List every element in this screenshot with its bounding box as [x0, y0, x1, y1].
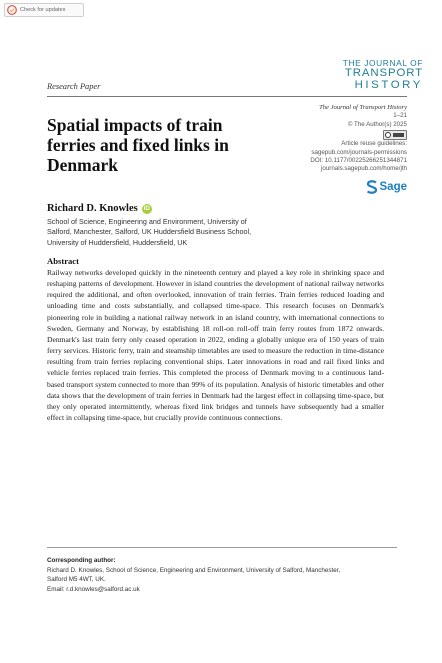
sage-logo-icon — [366, 180, 378, 194]
check-updates-label: Check for updates — [20, 7, 66, 13]
author-name: Richard D. Knowles — [47, 203, 138, 214]
journal-logo — [343, 59, 423, 91]
publisher-name: Sage — [379, 181, 407, 193]
corresponding-label: Corresponding author: — [47, 557, 116, 564]
meta-journal-title: The Journal of Transport History — [319, 104, 407, 111]
cc-license-icon[interactable] — [310, 129, 407, 140]
orcid-icon[interactable]: iD — [143, 204, 150, 212]
abstract-text: Railway networks developed quickly in the nineteenth century and played a key role in shrinking space and reshaping patterns of development. However in island countries the development of national railway networks required the additional, and often overlooked, innovation of train ferries. Train ferries reduced loading and unloading time and costs substantially, and collapsed time-space. This research focuses on Denmark's pioneering role in building a national railway network in an island country, with international connections to Sweden, Germany and Norway, by establishing 18 roll-on roll-off train ferry routes from 1872 onwards. Denmark's last train ferry only ceased operation in 2022, ending a globally unique era of 150 years of train ferry services. Historic ferry, train and steamship timetables are used to measure the reduction in time-distance resulting from train ferries replacing conventional ships. Later innovations in road and rail fixed links and vehicle ferries replaced train ferries. This completed the process of Denmark moving to a continuous land-based transport system connected to more than 99% of its population. Analysis of historic timetables and other data shows that the development of train ferries in Denmark had the largest effect in collapsing time-space, but they only operated intermittently, whereas fixed link bridges and tunnels have subsequently had a smaller effect in collapsing time-space, but crucially provide continuous connections. — [47, 268, 384, 423]
meta-reuse: Article reuse guidelines: — [341, 140, 407, 148]
check-updates-icon — [7, 5, 17, 15]
affiliation — [47, 217, 287, 248]
meta-copyright: © The Author(s) 2025 — [347, 120, 407, 128]
corresponding-line: Salford M5 4WT, UK. — [47, 576, 106, 584]
affiliation-line: University of Huddersfield, Huddersfield, UK — [47, 237, 188, 247]
header-divider — [47, 96, 407, 97]
affiliation-line: School of Science, Engineering and Environment, University of — [47, 217, 247, 226]
meta-pages: 1–21 — [393, 112, 407, 120]
meta-permissions-link[interactable]: sagepub.com/journals-permissions — [311, 148, 407, 156]
footer-divider — [47, 547, 397, 548]
corresponding-email[interactable]: Email: r.d.knowles@salford.ac.uk — [47, 585, 140, 593]
journal-logo-line2: TRANSPORT — [344, 67, 423, 80]
article-title: Spatial impacts of train ferries and fixed links in Denmark — [47, 115, 229, 175]
author-line — [47, 203, 152, 214]
meta-doi[interactable]: DOI: 10.1177/00225266251344871 — [310, 157, 407, 165]
journal-logo-line1: THE JOURNAL OF — [342, 58, 423, 68]
corresponding-line: Richard D. Knowles, School of Science, Engineering and Environment, University of Salford, Manchester, — [47, 566, 341, 574]
affiliation-line: Salford, Manchester, Salford, UK Huddersfield Business School, — [47, 227, 252, 237]
corresponding-author — [47, 556, 397, 594]
check-for-updates-button[interactable] — [4, 3, 84, 17]
publisher-logo — [366, 180, 408, 194]
abstract-heading: Abstract — [47, 256, 79, 266]
paper-type: Research Paper — [47, 82, 101, 91]
journal-logo-line3: HISTORY — [354, 78, 423, 91]
article-meta — [310, 104, 407, 174]
meta-journal-link[interactable]: journals.sagepub.com/home/jth — [321, 165, 407, 173]
